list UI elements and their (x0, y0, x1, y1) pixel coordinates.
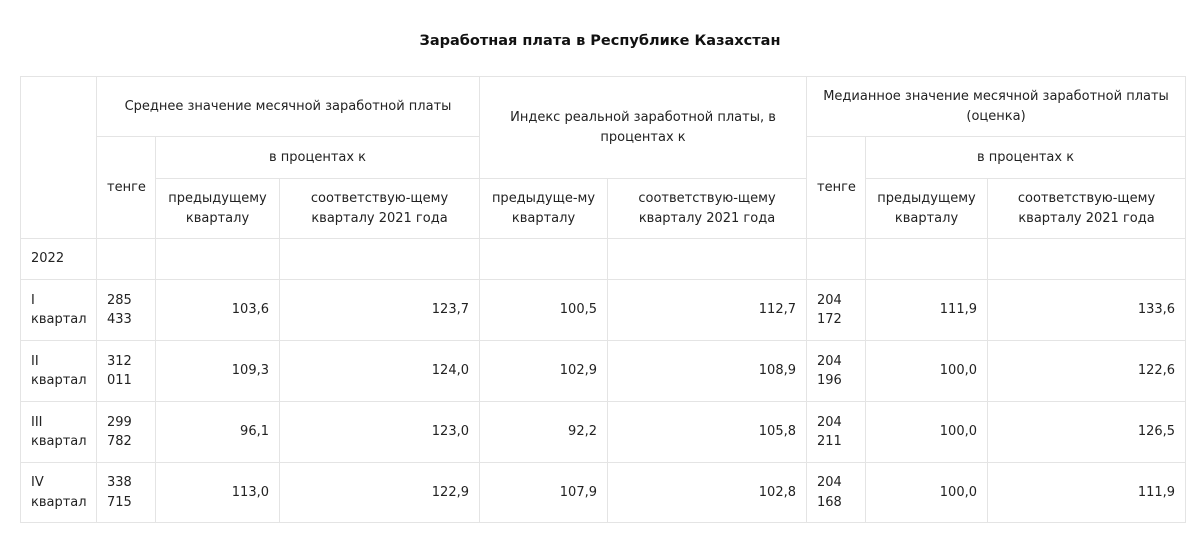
idx-same-cell: 105,8 (608, 402, 807, 463)
header-real-wage-index: Индекс реальной заработной платы, в процентах к (480, 77, 807, 179)
med-tenge-part-2: 172 (817, 312, 842, 327)
idx-prev-cell: 92,2 (480, 402, 608, 463)
table-row (21, 463, 1186, 523)
page-title: Заработная плата в Республике Казахстан (419, 33, 781, 49)
med-tenge-cell (807, 402, 866, 463)
period-cell (21, 402, 97, 463)
med-tenge-cell (807, 341, 866, 402)
year-label: 2022 (21, 239, 97, 280)
avg-tenge-part-2: 433 (107, 312, 132, 327)
avg-prev-cell: 96,1 (156, 402, 280, 463)
avg-same-cell: 124,0 (280, 341, 480, 402)
header-median-percent: в процентах к (866, 137, 1186, 179)
avg-tenge-part-2: 011 (107, 373, 132, 388)
period-word: квартал (31, 494, 87, 510)
avg-tenge-cell (97, 402, 156, 463)
period-word: квартал (31, 434, 87, 449)
med-tenge-part-2: 196 (817, 373, 842, 388)
header-index-same-quarter: соответствую-щему кварталу 2021 года (608, 179, 807, 239)
avg-tenge-part-1: 299 (107, 414, 132, 430)
header-avg-same-quarter: соответствую-щему кварталу 2021 года (280, 179, 480, 239)
header-corner-cell (21, 77, 97, 239)
table-row (21, 402, 1186, 463)
avg-prev-cell: 113,0 (156, 463, 280, 523)
med-tenge-part-2: 168 (817, 494, 842, 510)
med-same-cell: 111,9 (988, 463, 1186, 523)
period-cell (21, 463, 97, 523)
header-row-3 (21, 179, 1186, 239)
table-row (21, 280, 1186, 341)
period-word: квартал (31, 312, 87, 327)
med-tenge-part-1: 204 (817, 414, 842, 430)
period-number: II (31, 353, 39, 369)
med-tenge-part-1: 204 (817, 292, 842, 308)
avg-tenge-cell (97, 463, 156, 523)
med-prev-cell: 100,0 (866, 402, 988, 463)
header-row-1 (21, 77, 1186, 137)
med-same-cell: 122,6 (988, 341, 1186, 402)
period-number: III (31, 414, 43, 430)
avg-tenge-part-1: 312 (107, 353, 132, 369)
period-cell (21, 280, 97, 341)
period-number: I (31, 292, 35, 308)
header-index-prev-quarter: предыдуще-му кварталу (480, 179, 608, 239)
avg-tenge-cell (97, 280, 156, 341)
avg-same-cell: 122,9 (280, 463, 480, 523)
period-cell (21, 341, 97, 402)
header-avg-prev-quarter: предыдущему кварталу (156, 179, 280, 239)
avg-tenge-part-1: 285 (107, 292, 132, 308)
avg-same-cell: 123,7 (280, 280, 480, 341)
period-word: квартал (31, 373, 87, 388)
header-median-prev-quarter: предыдущему кварталу (866, 179, 988, 239)
header-avg-salary: Среднее значение месячной заработной платы (97, 77, 480, 137)
med-tenge-cell (807, 463, 866, 523)
idx-prev-cell: 107,9 (480, 463, 608, 523)
med-same-cell: 126,5 (988, 402, 1186, 463)
year-row (21, 239, 1186, 280)
avg-tenge-cell (97, 341, 156, 402)
idx-prev-cell: 100,5 (480, 280, 608, 341)
salary-table (20, 76, 1186, 523)
idx-prev-cell: 102,9 (480, 341, 608, 402)
avg-prev-cell: 103,6 (156, 280, 280, 341)
med-prev-cell: 111,9 (866, 280, 988, 341)
period-number: IV (31, 475, 44, 490)
header-median-salary: Медианное значение месячной заработной платы (оценка) (807, 77, 1186, 137)
header-avg-percent: в процентах к (156, 137, 480, 179)
med-tenge-part-1: 204 (817, 353, 842, 369)
avg-tenge-part-2: 715 (107, 494, 132, 510)
med-same-cell: 133,6 (988, 280, 1186, 341)
med-tenge-part-2: 211 (817, 434, 842, 449)
med-prev-cell: 100,0 (866, 341, 988, 402)
header-median-same-quarter: соответствую-щему кварталу 2021 года (988, 179, 1186, 239)
med-prev-cell: 100,0 (866, 463, 988, 523)
header-median-tenge: тенге (807, 137, 866, 239)
idx-same-cell: 112,7 (608, 280, 807, 341)
med-tenge-cell (807, 280, 866, 341)
avg-prev-cell: 109,3 (156, 341, 280, 402)
idx-same-cell: 102,8 (608, 463, 807, 523)
header-avg-tenge: тенге (97, 137, 156, 239)
avg-tenge-part-1: 338 (107, 475, 132, 490)
table-row (21, 341, 1186, 402)
avg-tenge-part-2: 782 (107, 434, 132, 449)
avg-same-cell: 123,0 (280, 402, 480, 463)
idx-same-cell: 108,9 (608, 341, 807, 402)
med-tenge-part-1: 204 (817, 475, 842, 490)
